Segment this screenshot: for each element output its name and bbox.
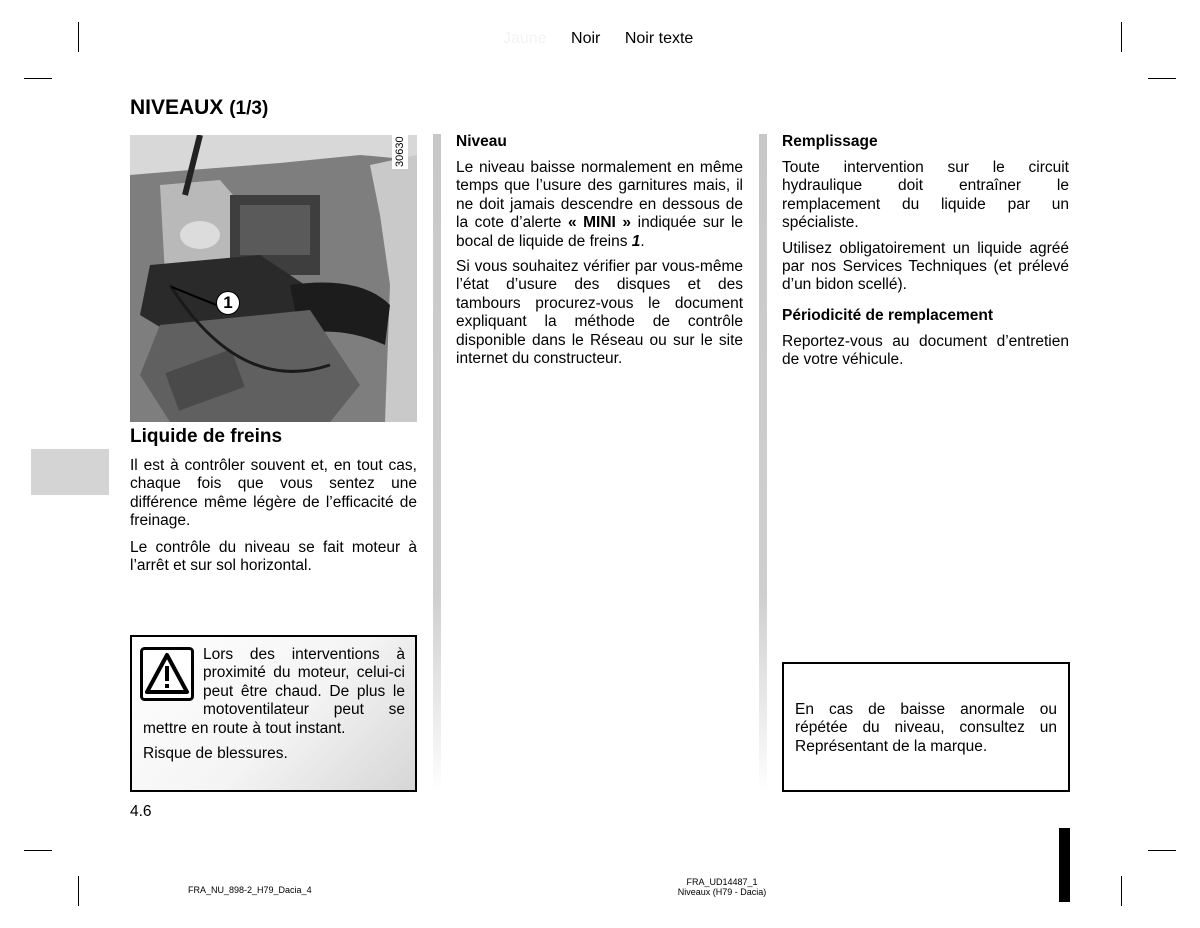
crop-mark xyxy=(1148,78,1176,79)
footer-right-code-sub: Niveaux (H79 - Dacia) xyxy=(677,887,767,897)
column-separator xyxy=(433,134,441,794)
section-heading-level: Niveau xyxy=(456,133,507,150)
warning-risk: Risque de blessures. xyxy=(143,745,288,763)
engine-photo xyxy=(130,135,417,422)
right-paragraph-1: Toute intervention sur le circuit hydraulique doit entraîner le remplacement du liquide par un spécialiste. xyxy=(782,159,1069,232)
middle-paragraph-1: Le niveau baisse normalement en même temps que l’usure des garnitures mais, il ne doit jamais descendre en dessous de la cote d’alerte « MINI » indiquée sur le bocal de liquide de freins 1. xyxy=(456,159,744,250)
left-paragraph-1: Il est à contrôler souvent et, en tout cas, chaque fois que vous sentez une différence même légère de l’efficacité de freinage. xyxy=(130,457,417,530)
crop-mark xyxy=(1121,876,1122,906)
section-heading-filling: Remplissage xyxy=(782,133,878,150)
section-heading-replacement-interval: Périodicité de remplacement xyxy=(782,306,994,324)
warning-icon-spacer xyxy=(143,646,203,704)
page-number: 4.6 xyxy=(130,803,152,820)
info-box xyxy=(782,662,1070,792)
thumb-index-bar xyxy=(1059,828,1070,902)
header-jaune: Jaune xyxy=(503,30,547,47)
page-title xyxy=(130,96,268,120)
right-paragraph-3: Reportez-vous au document d’entretien de votre véhicule. xyxy=(782,332,1069,369)
crop-mark xyxy=(78,876,79,906)
info-box-text: En cas de baisse anormale ou répétée du niveau, consultez un Représentant de la marque. xyxy=(795,701,1057,755)
middle-paragraph-2: Si vous souhaitez vérifier par vous-même l’état d’usure des disques et des tambours procurez-vous le document expliquant la méthode de contrôle disponible dans le Réseau ou sur le site internet du constructeur. xyxy=(456,258,743,368)
reference-number: 1 xyxy=(631,232,641,250)
callout-number: 1 xyxy=(223,293,233,312)
title-main: NIVEAUX xyxy=(130,96,224,119)
callout-marker xyxy=(216,291,240,315)
footer-left-code: FRA_NU_898-2_H79_Dacia_4 xyxy=(188,885,312,895)
crop-mark xyxy=(24,850,52,851)
right-column-text xyxy=(782,159,1069,295)
crop-mark xyxy=(78,22,79,52)
color-separation-header xyxy=(493,30,703,48)
middle-column-text xyxy=(456,159,743,368)
right-column-text-2 xyxy=(782,333,1069,370)
warning-paragraph: Lors des interventions à proximité du moteur, celui-ci peut être chaud. De plus le motoventilateur peut se mettre en route à tout instant. xyxy=(143,646,405,737)
engine-illustration xyxy=(130,135,417,422)
warning-box xyxy=(130,635,417,792)
footer-right-code-main: FRA_UD14487_1 xyxy=(686,877,758,887)
photo-ref: 30630 xyxy=(394,136,406,167)
crop-mark xyxy=(1148,850,1176,851)
footer-right-code xyxy=(656,877,788,897)
title-part: (1/3) xyxy=(229,98,269,119)
column-separator xyxy=(759,134,767,794)
header-noir: Noir xyxy=(571,30,601,47)
header-noir-texte: Noir texte xyxy=(624,30,694,47)
crop-mark xyxy=(1121,22,1122,52)
warning-text xyxy=(143,646,405,770)
crop-mark xyxy=(24,78,52,79)
mini-label: « MINI » xyxy=(567,214,632,232)
chapter-tab xyxy=(31,449,109,495)
right-paragraph-2: Utilisez obligatoirement un liquide agréé par nos Services Techniques (et prélevé d’un bidon scellé). xyxy=(782,239,1069,294)
left-paragraph-2: Le contrôle du niveau se fait moteur à l’arrêt et sur sol horizontal. xyxy=(130,538,417,575)
middle-column xyxy=(456,133,743,375)
left-column-text xyxy=(130,457,417,582)
right-column xyxy=(782,133,1069,377)
section-heading-brake-fluid: Liquide de freins xyxy=(130,426,283,447)
